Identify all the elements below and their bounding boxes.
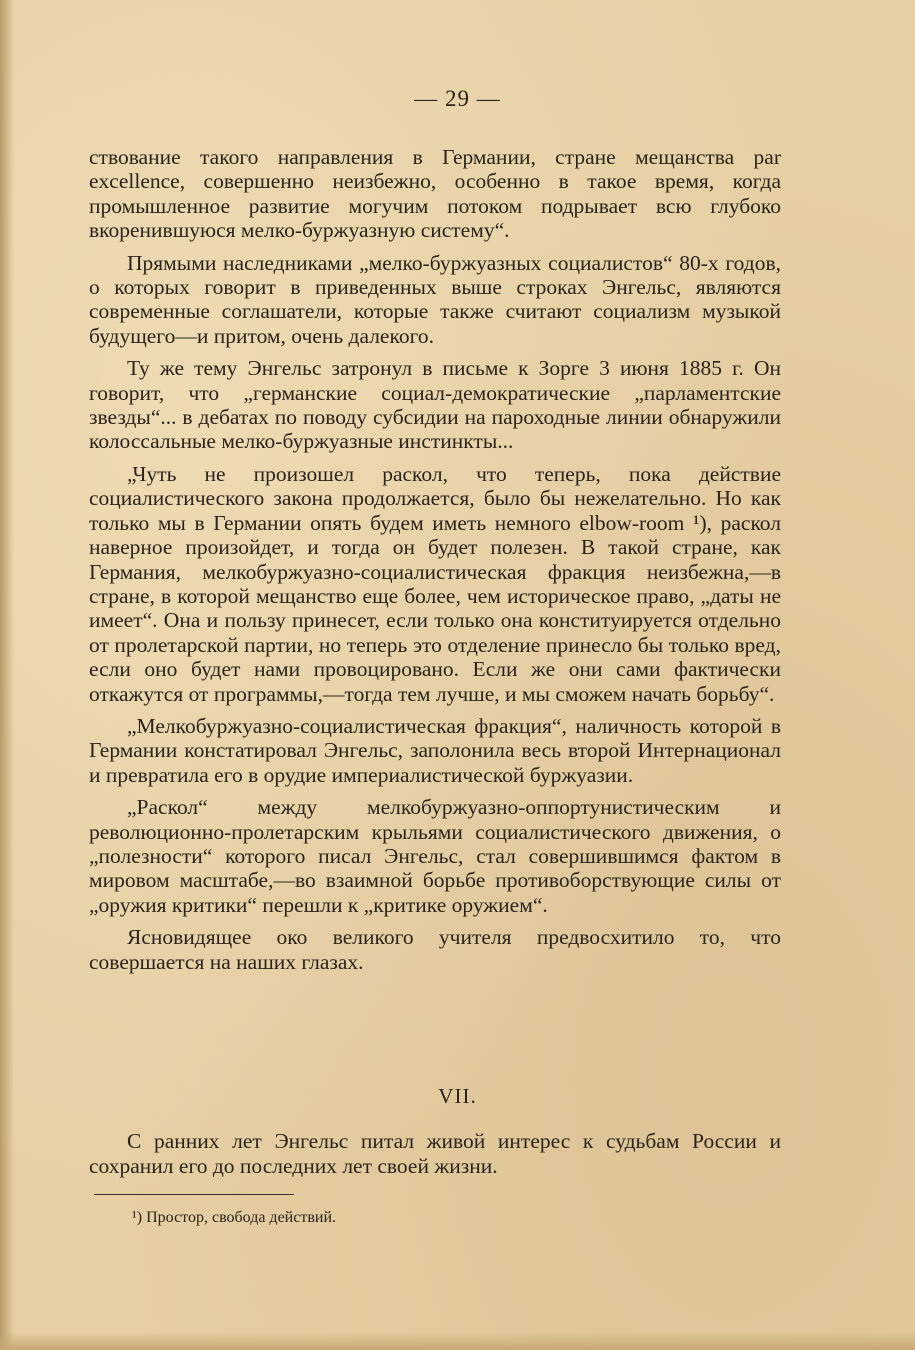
section-heading: VII. (438, 1084, 477, 1108)
paragraph-4-quote: „Чуть не произошел раскол, что теперь, пока действие социалистического закона продолжается, было бы нежелательно. Но как только мы в Германии опять будем иметь немного elbow-room ¹), раскол наверное произойдет, и тогда он будет полезен. В такой стране, как Германия, мелкобуржуазно-социалистическая фракция неизбежна,—в стране, в которой мещанство еще более, чем историческое право, „даты не имеет“. Она и пользу принесет, если только она конституируется отдельно от пролетарской партии, но теперь это отделение принесло бы только вред, если оно будет нами провоцировано. Если же они сами фактически откажутся от программы,—тогда тем лучше, и мы сможем начать борьбу“. (89, 461, 781, 706)
paragraph-5: „Мелкобуржуазно-социалистическая фракция“, наличность которой в Германии констатировал Энгельс, заполонила весь второй Интернационал и превратила его в орудие империалистической буржуазии. (89, 713, 781, 787)
page-left-edge-shadow (0, 0, 14, 1350)
section-text (89, 1129, 781, 1179)
footnote-divider (94, 1194, 294, 1195)
paragraph-1: ствование такого направления в Германии, стране мещанства par excellence, совершенно неизбежно, особенно в такое время, когда промышленное развитие могучим потоком подрывает всю глубоко вкоренившуюся мелко-буржуазную систему“. (89, 145, 781, 243)
paragraph-6: „Раскол“ между мелкобуржуазно-оппортунистическим и революционно-пролетарским крыльями социалистического движения, о „полезности“ которого писал Энгельс, стал совершившимся фактом в мировом масштабе,—во взаимной борьбе противоборствующие силы от „оружия критики“ перешли к „критике оружием“. (89, 795, 781, 917)
paragraph-2: Прямыми наследниками „мелко-буржуазных социалистов“ 80-х годов, о которых говорит в приведенных выше строках Энгельс, являются современные соглашатели, которые также считают социализм музыкой будущего—и притом, очень далекого. (89, 250, 781, 348)
paragraph-7: Ясновидящее око великого учителя предвосхитило то, что совершается на наших глазах. (89, 925, 781, 974)
paragraph-3: Ту же тему Энгельс затронул в письме к Зорге 3 июня 1885 г. Он говорит, что „германские социал-демократические „парламентские звезды“... в дебатах по поводу субсидии на пароходные линии обнаружили колоссальные мелко-буржуазные инстинкты... (89, 356, 781, 454)
section-paragraph: С ранних лет Энгельс питал живой интерес к судьбам России и сохранил его до последних лет своей жизни. (89, 1129, 781, 1178)
footnote: ¹) Простор, свобода действий. (132, 1209, 337, 1226)
page-number: — 29 — (414, 86, 501, 111)
main-text (89, 145, 781, 982)
page-bottom-edge-shadow (0, 1332, 915, 1350)
